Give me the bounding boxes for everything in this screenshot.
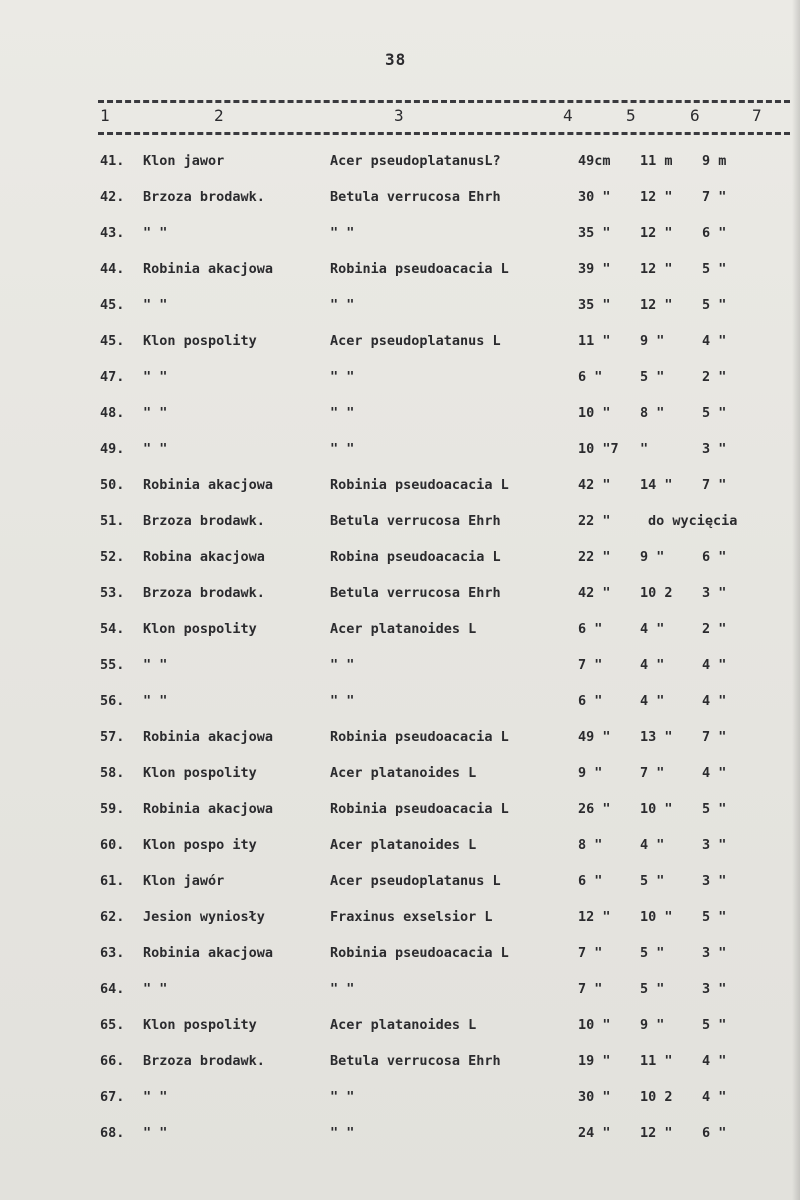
polish-name: Robinia akacjowa (143, 477, 274, 493)
row-number: 61. (100, 873, 125, 889)
diameter-cell: 11 " (578, 333, 611, 349)
page-number: 38 (385, 50, 407, 69)
row-number: 65. (100, 1017, 125, 1033)
column-header-1: 1 (100, 106, 110, 125)
diameter-cell: 6 " (578, 693, 603, 709)
latin-name: " " (330, 405, 355, 421)
diameter-cell: 10 " (578, 405, 611, 421)
crown-cell: 4 " (702, 657, 727, 673)
polish-name: " " (143, 297, 168, 313)
table-row (0, 686, 800, 716)
crown-cell: 6 " (702, 225, 727, 241)
row-number: 60. (100, 837, 125, 853)
polish-name: Robinia akacjowa (143, 945, 274, 961)
remark-cell: do wycięcia (648, 513, 738, 529)
latin-name: Betula verrucosa Ehrh (330, 189, 501, 205)
height-cell: 10 2 (640, 1089, 673, 1105)
table-row (0, 254, 800, 284)
height-cell: 10 2 (640, 585, 673, 601)
polish-name: " " (143, 657, 168, 673)
row-number: 42. (100, 189, 125, 205)
row-number: 53. (100, 585, 125, 601)
table-row (0, 362, 800, 392)
table-row (0, 866, 800, 896)
diameter-cell: 7 " (578, 981, 603, 997)
height-cell: 11 " (640, 1053, 673, 1069)
table-row (0, 290, 800, 320)
latin-name: Robinia pseudoacacia L (330, 477, 509, 493)
diameter-cell: 35 " (578, 297, 611, 313)
height-cell: 11 m (640, 153, 673, 169)
row-number: 55. (100, 657, 125, 673)
crown-cell: 3 " (702, 945, 727, 961)
crown-cell: 4 " (702, 765, 727, 781)
row-number: 62. (100, 909, 125, 925)
crown-cell: 4 " (702, 333, 727, 349)
diameter-cell: 10 " (578, 1017, 611, 1033)
latin-name: Betula verrucosa Ehrh (330, 585, 501, 601)
diameter-cell: 7 " (578, 657, 603, 673)
polish-name: Robinia akacjowa (143, 729, 274, 745)
row-number: 66. (100, 1053, 125, 1069)
row-number: 67. (100, 1089, 125, 1105)
crown-cell: 3 " (702, 837, 727, 853)
height-cell: 4 " (640, 837, 665, 853)
column-header-2: 2 (214, 106, 224, 125)
latin-name: " " (330, 225, 355, 241)
crown-cell: 5 " (702, 405, 727, 421)
table-row (0, 722, 800, 752)
diameter-cell: 19 " (578, 1053, 611, 1069)
latin-name: Acer pseudoplatanusL? (330, 153, 501, 169)
polish-name: " " (143, 1089, 168, 1105)
table-row (0, 650, 800, 680)
row-number: 47. (100, 369, 125, 385)
polish-name: " " (143, 1125, 168, 1141)
polish-name: Klon pospolity (143, 621, 257, 637)
crown-cell: 9 m (702, 153, 727, 169)
polish-name: Brzoza brodawk. (143, 1053, 265, 1069)
table-row (0, 146, 800, 176)
latin-name: " " (330, 441, 355, 457)
height-cell: 4 " (640, 657, 665, 673)
header-bottom-rule (98, 132, 790, 135)
polish-name: " " (143, 405, 168, 421)
table-row (0, 938, 800, 968)
height-cell: 14 " (640, 477, 673, 493)
polish-name: Klon pospolity (143, 1017, 257, 1033)
polish-name: " " (143, 441, 168, 457)
table-row (0, 578, 800, 608)
crown-cell: 7 " (702, 477, 727, 493)
crown-cell: 3 " (702, 873, 727, 889)
latin-name: Robinia pseudoacacia L (330, 945, 509, 961)
diameter-cell: 42 " (578, 585, 611, 601)
page-edge-shadow (792, 0, 800, 1200)
polish-name: Robinia akacjowa (143, 261, 274, 277)
diameter-cell: 6 " (578, 369, 603, 385)
crown-cell: 7 " (702, 189, 727, 205)
table-row (0, 794, 800, 824)
row-number: 63. (100, 945, 125, 961)
row-number: 59. (100, 801, 125, 817)
latin-name: " " (330, 657, 355, 673)
height-cell: 12 " (640, 261, 673, 277)
height-cell: 7 " (640, 765, 665, 781)
diameter-cell: 8 " (578, 837, 603, 853)
table-row (0, 1010, 800, 1040)
diameter-cell: 9 " (578, 765, 603, 781)
header-top-rule (98, 100, 790, 103)
table-row (0, 902, 800, 932)
diameter-cell: 30 " (578, 189, 611, 205)
polish-name: Klon jawor (143, 153, 225, 169)
diameter-cell: 42 " (578, 477, 611, 493)
latin-name: Robinia pseudoacacia L (330, 801, 509, 817)
height-cell: 5 " (640, 945, 665, 961)
latin-name: " " (330, 297, 355, 313)
diameter-cell: 24 " (578, 1125, 611, 1141)
height-cell: " (640, 441, 649, 457)
latin-name: " " (330, 1089, 355, 1105)
row-number: 68. (100, 1125, 125, 1141)
latin-name: Acer pseudoplatanus L (330, 333, 501, 349)
table-row (0, 506, 800, 536)
row-number: 56. (100, 693, 125, 709)
diameter-cell: 49cm (578, 153, 611, 169)
latin-name: Acer platanoides L (330, 837, 477, 853)
polish-name: Klon jawór (143, 873, 225, 889)
diameter-cell: 35 " (578, 225, 611, 241)
crown-cell: 5 " (702, 801, 727, 817)
latin-name: Acer platanoides L (330, 621, 477, 637)
diameter-cell: 6 " (578, 621, 603, 637)
diameter-cell: 22 " (578, 513, 611, 529)
height-cell: 5 " (640, 873, 665, 889)
column-header-4: 4 (563, 106, 573, 125)
table-row (0, 434, 800, 464)
height-cell: 9 " (640, 1017, 665, 1033)
height-cell: 8 " (640, 405, 665, 421)
diameter-cell: 10 "7 (578, 441, 619, 457)
diameter-cell: 22 " (578, 549, 611, 565)
row-number: 44. (100, 261, 125, 277)
latin-name: Acer platanoides L (330, 765, 477, 781)
polish-name: Klon pospolity (143, 765, 257, 781)
polish-name: " " (143, 369, 168, 385)
polish-name: " " (143, 225, 168, 241)
latin-name: Fraxinus exselsior L (330, 909, 493, 925)
table-row (0, 1082, 800, 1112)
table-row (0, 758, 800, 788)
table-row (0, 182, 800, 212)
crown-cell: 6 " (702, 549, 727, 565)
height-cell: 9 " (640, 549, 665, 565)
diameter-cell: 39 " (578, 261, 611, 277)
height-cell: 12 " (640, 1125, 673, 1141)
diameter-cell: 12 " (578, 909, 611, 925)
row-number: 45. (100, 333, 125, 349)
table-row (0, 398, 800, 428)
crown-cell: 4 " (702, 693, 727, 709)
row-number: 45. (100, 297, 125, 313)
crown-cell: 5 " (702, 909, 727, 925)
latin-name: " " (330, 981, 355, 997)
diameter-cell: 6 " (578, 873, 603, 889)
height-cell: 5 " (640, 369, 665, 385)
height-cell: 13 " (640, 729, 673, 745)
crown-cell: 2 " (702, 621, 727, 637)
polish-name: " " (143, 693, 168, 709)
crown-cell: 3 " (702, 981, 727, 997)
column-header-7: 7 (752, 106, 762, 125)
crown-cell: 5 " (702, 261, 727, 277)
polish-name: Brzoza brodawk. (143, 513, 265, 529)
row-number: 43. (100, 225, 125, 241)
latin-name: " " (330, 693, 355, 709)
latin-name: " " (330, 1125, 355, 1141)
row-number: 54. (100, 621, 125, 637)
column-header-6: 6 (690, 106, 700, 125)
latin-name: Acer platanoides L (330, 1017, 477, 1033)
crown-cell: 3 " (702, 585, 727, 601)
crown-cell: 4 " (702, 1053, 727, 1069)
latin-name: Robinia pseudoacacia L (330, 729, 509, 745)
row-number: 49. (100, 441, 125, 457)
row-number: 50. (100, 477, 125, 493)
crown-cell: 4 " (702, 1089, 727, 1105)
height-cell: 4 " (640, 693, 665, 709)
height-cell: 10 " (640, 909, 673, 925)
height-cell: 5 " (640, 981, 665, 997)
row-number: 48. (100, 405, 125, 421)
diameter-cell: 7 " (578, 945, 603, 961)
table-row (0, 974, 800, 1004)
row-number: 58. (100, 765, 125, 781)
height-cell: 9 " (640, 333, 665, 349)
table-row (0, 614, 800, 644)
column-header-5: 5 (626, 106, 636, 125)
row-number: 57. (100, 729, 125, 745)
crown-cell: 7 " (702, 729, 727, 745)
polish-name: Robina akacjowa (143, 549, 265, 565)
table-row (0, 1118, 800, 1148)
polish-name: Brzoza brodawk. (143, 189, 265, 205)
table-row (0, 542, 800, 572)
table-row (0, 1046, 800, 1076)
latin-name: Betula verrucosa Ehrh (330, 513, 501, 529)
height-cell: 12 " (640, 297, 673, 313)
column-header-3: 3 (394, 106, 404, 125)
polish-name: Klon pospolity (143, 333, 257, 349)
diameter-cell: 49 " (578, 729, 611, 745)
crown-cell: 6 " (702, 1125, 727, 1141)
height-cell: 10 " (640, 801, 673, 817)
table-row (0, 326, 800, 356)
height-cell: 4 " (640, 621, 665, 637)
latin-name: Acer pseudoplatanus L (330, 873, 501, 889)
crown-cell: 2 " (702, 369, 727, 385)
table-row (0, 470, 800, 500)
diameter-cell: 30 " (578, 1089, 611, 1105)
height-cell: 12 " (640, 189, 673, 205)
row-number: 64. (100, 981, 125, 997)
polish-name: Robinia akacjowa (143, 801, 274, 817)
polish-name: Brzoza brodawk. (143, 585, 265, 601)
row-number: 51. (100, 513, 125, 529)
table-row (0, 218, 800, 248)
diameter-cell: 26 " (578, 801, 611, 817)
latin-name: " " (330, 369, 355, 385)
crown-cell: 3 " (702, 441, 727, 457)
latin-name: Betula verrucosa Ehrh (330, 1053, 501, 1069)
crown-cell: 5 " (702, 1017, 727, 1033)
polish-name: Klon pospo ity (143, 837, 257, 853)
height-cell: 12 " (640, 225, 673, 241)
latin-name: Robina pseudoacacia L (330, 549, 501, 565)
row-number: 52. (100, 549, 125, 565)
polish-name: " " (143, 981, 168, 997)
latin-name: Robinia pseudoacacia L (330, 261, 509, 277)
crown-cell: 5 " (702, 297, 727, 313)
table-row (0, 830, 800, 860)
row-number: 41. (100, 153, 125, 169)
polish-name: Jesion wyniosły (143, 909, 265, 925)
